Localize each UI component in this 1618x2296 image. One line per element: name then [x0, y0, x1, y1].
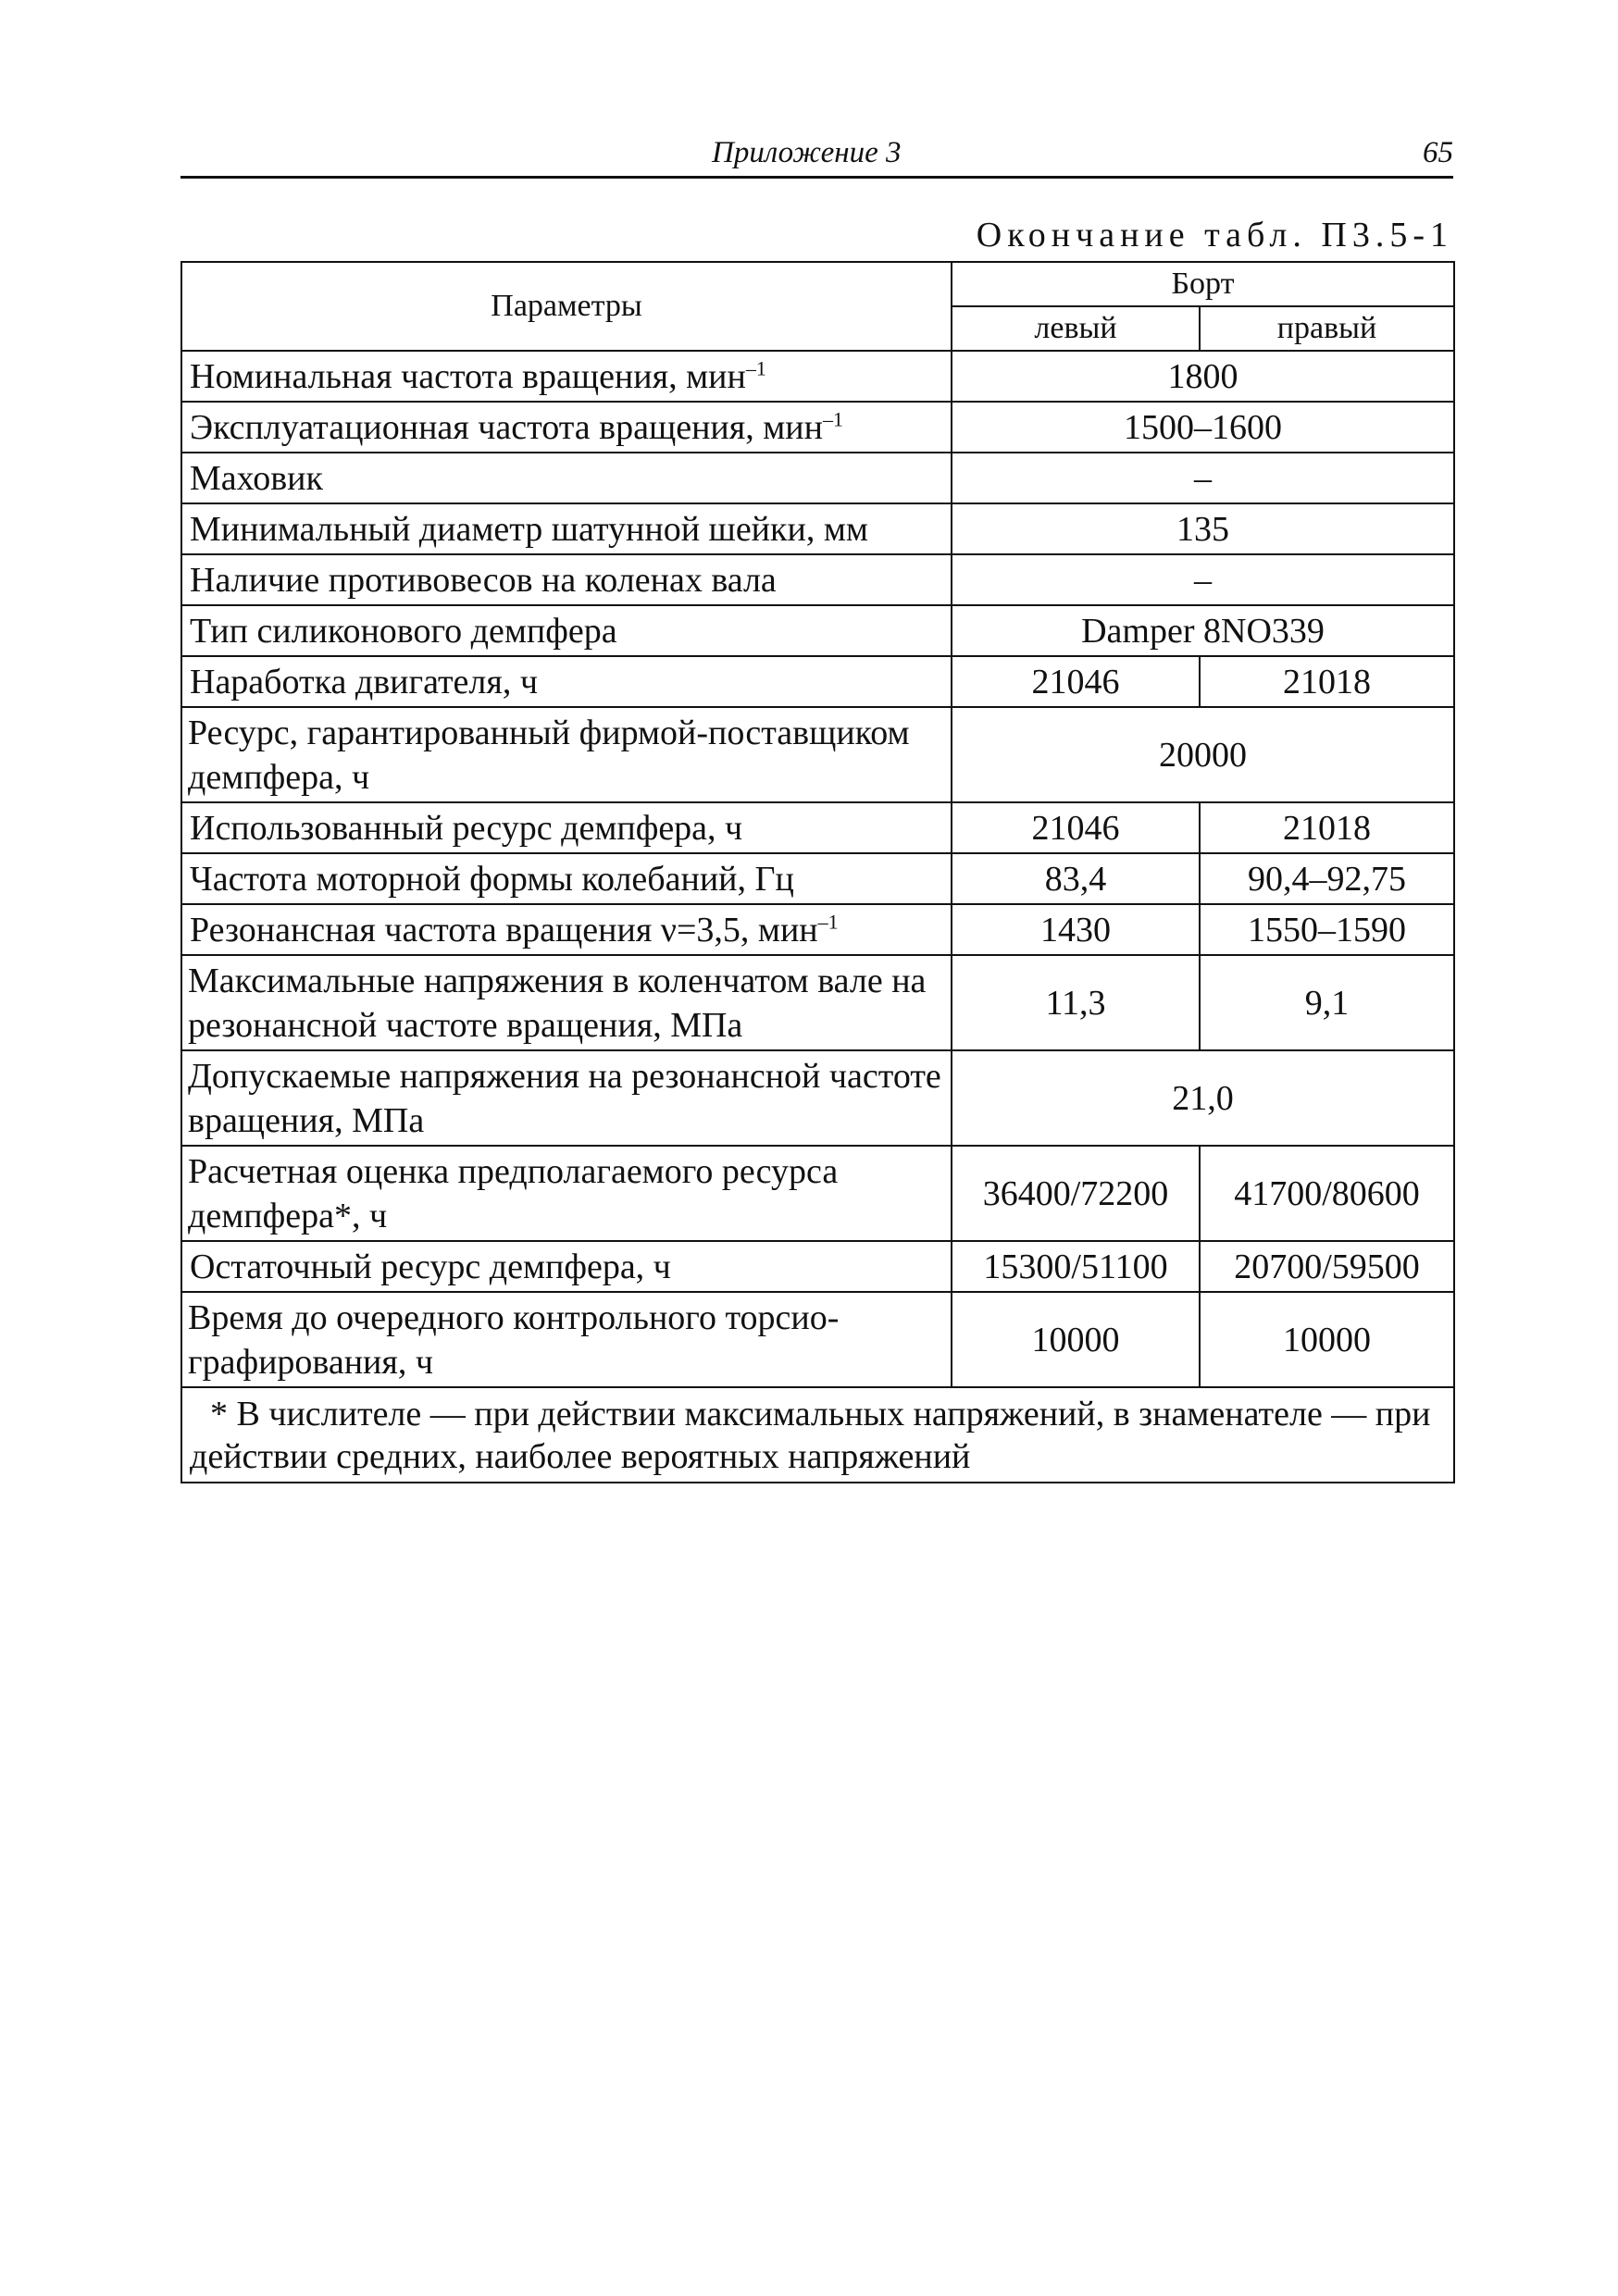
row-value-left: 11,3 — [952, 955, 1200, 1050]
table-row — [181, 904, 1454, 955]
row-value: 20000 — [952, 707, 1454, 802]
table-row — [181, 1146, 1454, 1241]
row-param: Частота моторной формы колебаний, Гц — [181, 853, 952, 904]
row-param: Время до очередного контрольного торсио-графирования, ч — [181, 1292, 952, 1387]
table-row — [181, 402, 1454, 453]
header-right: правый — [1200, 306, 1454, 351]
row-param: Эксплуатационная частота вращения, мин$^{-1}$ — [181, 402, 952, 453]
row-value-left: 15300/51100 — [952, 1241, 1200, 1292]
row-value: 21,0 — [952, 1050, 1454, 1146]
row-param: Максимальные напряжения в коленчатом вале на резонансной частоте вращения, МПа — [181, 955, 952, 1050]
table-row — [181, 955, 1454, 1050]
header-left: левый — [952, 306, 1200, 351]
row-param: Допускаемые напряжения на резонансной частоте вращения, МПа — [181, 1050, 952, 1146]
footnote-row — [181, 1387, 1454, 1483]
row-param: Использованный ресурс демпфера, ч — [181, 802, 952, 853]
row-value: – — [952, 453, 1454, 503]
row-value-right: 1550–1590 — [1200, 904, 1454, 955]
row-value-left: 21046 — [952, 802, 1200, 853]
row-value-right: 21018 — [1200, 802, 1454, 853]
row-param: Резонансная частота вращения ν=3,5, мин$^{-1}$ — [181, 904, 952, 955]
table-row — [181, 1050, 1454, 1146]
row-value: 1500–1600 — [952, 402, 1454, 453]
row-param: Номинальная частота вращения, мин$^{-1}$ — [181, 351, 952, 402]
row-value-right: 21018 — [1200, 656, 1454, 707]
table-row — [181, 853, 1454, 904]
row-value-left: 36400/72200 — [952, 1146, 1200, 1241]
header-parameters: Параметры — [181, 262, 952, 351]
row-param: Расчетная оценка предполагаемого ресурса демпфера*, ч — [181, 1146, 952, 1241]
row-value-left: 21046 — [952, 656, 1200, 707]
row-value-left: 10000 — [952, 1292, 1200, 1387]
row-value-right: 9,1 — [1200, 955, 1454, 1050]
row-value-right: 10000 — [1200, 1292, 1454, 1387]
row-value: – — [952, 554, 1454, 605]
table-row — [181, 605, 1454, 656]
row-value-left: 1430 — [952, 904, 1200, 955]
table-row — [181, 1241, 1454, 1292]
row-param: Наработка двигателя, ч — [181, 656, 952, 707]
row-param: Тип силиконового демпфера — [181, 605, 952, 656]
table-row — [181, 802, 1454, 853]
row-param: Остаточный ресурс демпфера, ч — [181, 1241, 952, 1292]
table-row — [181, 554, 1454, 605]
table-caption: Окончание табл. П3.5-1 — [976, 216, 1453, 254]
header-title: Приложение 3 — [712, 136, 902, 169]
table-row — [181, 503, 1454, 554]
row-param: Наличие противовесов на коленах вала — [181, 554, 952, 605]
table-row — [181, 656, 1454, 707]
table-row — [181, 1292, 1454, 1387]
row-value: 135 — [952, 503, 1454, 554]
table-row — [181, 707, 1454, 802]
table-row — [181, 351, 1454, 402]
table-row — [181, 453, 1454, 503]
page-number: 65 — [1423, 136, 1453, 169]
running-header — [180, 131, 1453, 179]
row-value-right: 20700/59500 — [1200, 1241, 1454, 1292]
row-value-left: 83,4 — [952, 853, 1200, 904]
row-value-right: 41700/80600 — [1200, 1146, 1454, 1241]
row-param: Минимальный диаметр шатунной шейки, мм — [181, 503, 952, 554]
header-side-group: Борт — [952, 262, 1454, 306]
row-value-right: 90,4–92,75 — [1200, 853, 1454, 904]
parameters-table — [180, 261, 1455, 1483]
table-header-row — [181, 262, 1454, 306]
row-param: Ресурс, гарантированный фирмой-поставщиком демпфера, ч — [181, 707, 952, 802]
table-footnote: * В числителе — при действии максимальных напряжений, в знаменателе — при действии средних, наиболее вероятных напряжений — [181, 1387, 1454, 1483]
row-value: Damper 8NO339 — [952, 605, 1454, 656]
row-value: 1800 — [952, 351, 1454, 402]
row-param: Маховик — [181, 453, 952, 503]
